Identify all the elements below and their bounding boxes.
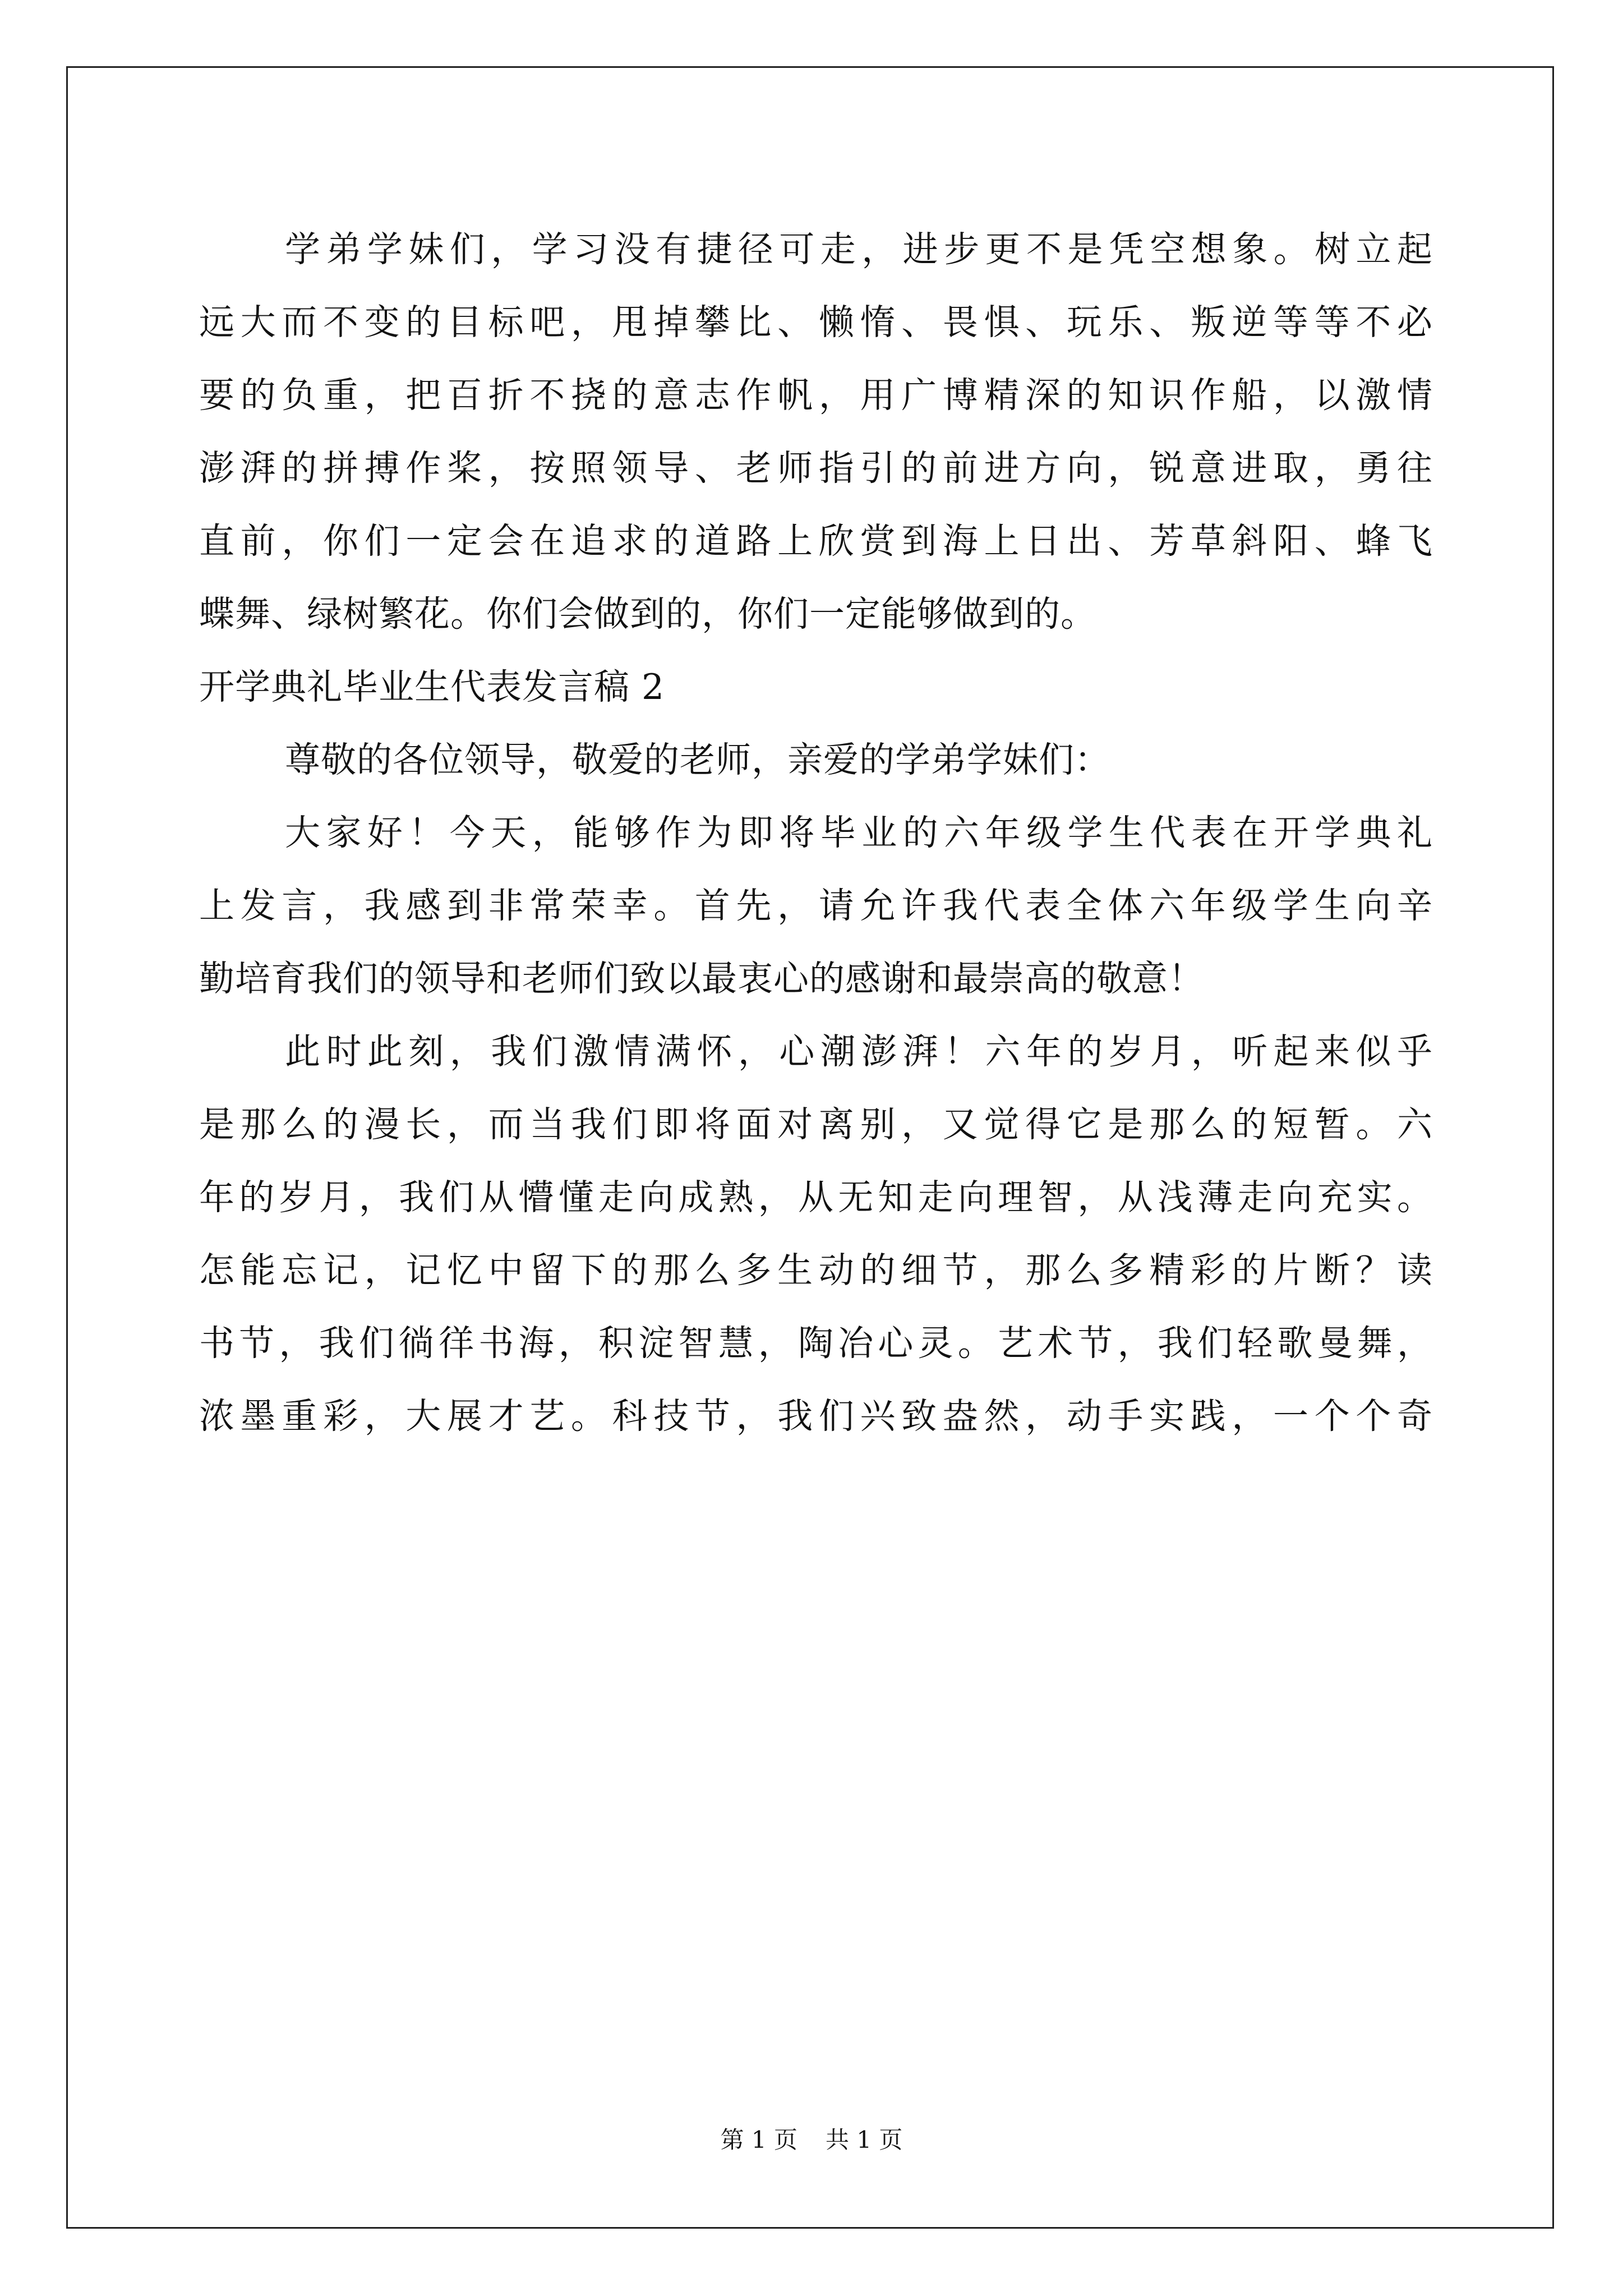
page-number: 第 1 页 (720, 2126, 797, 2154)
paragraph-line: 是那么的漫长，而当我们即将面对离别，又觉得它是那么的短暂。六 (199, 1104, 1433, 1145)
paragraph-line: 此时此刻，我们激情满怀，心潮澎湃！六年的岁月，听起来似乎 (285, 1031, 1433, 1072)
paragraph-line: 书节，我们徜徉书海，积淀智慧，陶冶心灵。艺术节，我们轻歌曼舞， (199, 1323, 1433, 1364)
paragraph-line: 上发言，我感到非常荣幸。首先，请允许我代表全体六年级学生向辛 (199, 885, 1433, 926)
paragraph-line: 要的负重，把百折不挠的意志作帆，用广博精深的知识作船，以激情 (199, 375, 1433, 416)
page-footer (0, 2123, 1623, 2157)
paragraph-line: 远大而不变的目标吧，甩掉攀比、懒惰、畏惧、玩乐、叛逆等等不必 (199, 302, 1433, 343)
salutation: 尊敬的各位领导，敬爱的老师，亲爱的学弟学妹们： (285, 739, 1110, 780)
paragraph-line: 澎湃的拼搏作桨，按照领导、老师指引的前进方向，锐意进取，勇往 (199, 448, 1433, 489)
paragraph-line: 直前，你们一定会在追求的道路上欣赏到海上日出、芳草斜阳、蜂飞 (199, 521, 1433, 562)
page-total: 共 1 页 (826, 2126, 903, 2154)
paragraph-line: 年的岁月，我们从懵懂走向成熟，从无知走向理智，从浅薄走向充实。 (199, 1177, 1433, 1218)
section-title: 开学典礼毕业生代表发言稿 2 (199, 666, 665, 707)
paragraph-line: 蝶舞、绿树繁花。你们会做到的，你们一定能够做到的。 (199, 593, 1096, 634)
paragraph-line: 学弟学妹们，学习没有捷径可走，进步更不是凭空想象。树立起 (285, 229, 1433, 270)
paragraph-line: 浓墨重彩，大展才艺。科技节，我们兴致盎然，动手实践，一个个奇 (199, 1396, 1433, 1437)
paragraph-line: 勤培育我们的领导和老师们致以最衷心的感谢和最崇高的敬意！ (199, 958, 1204, 999)
paragraph-line: 怎能忘记，记忆中留下的那么多生动的细节，那么多精彩的片断？读 (199, 1250, 1433, 1291)
paragraph-line: 大家好！今天，能够作为即将毕业的六年级学生代表在开学典礼 (285, 812, 1433, 853)
